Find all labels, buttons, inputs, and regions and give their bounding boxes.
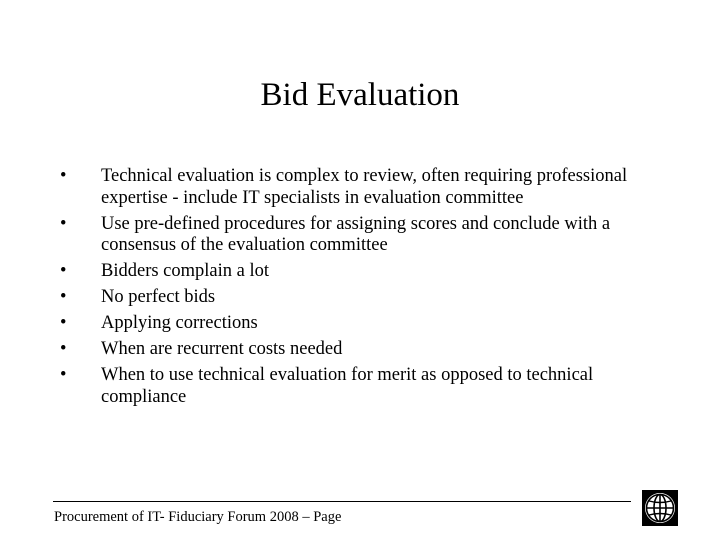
bullet-list xyxy=(56,166,666,413)
bullet-item xyxy=(56,287,666,309)
bullet-dot: • xyxy=(60,313,67,333)
footer-divider xyxy=(53,501,631,502)
bullet-dot: • xyxy=(60,365,67,385)
bullet-text: Use pre-defined procedures for assigning scores and conclude with a consensus of the evaluation committee xyxy=(101,213,611,255)
bullet-item xyxy=(56,339,666,361)
bullet-text: No perfect bids xyxy=(101,287,216,307)
bullet-item xyxy=(56,261,666,283)
bullet-item xyxy=(56,214,666,257)
bullet-dot: • xyxy=(60,287,67,307)
bullet-dot: • xyxy=(60,339,67,359)
slide-title: Bid Evaluation xyxy=(260,77,460,113)
bullet-text: Bidders complain a lot xyxy=(101,261,270,281)
bullet-dot: • xyxy=(60,213,67,234)
bullet-text: Technical evaluation is complex to review, often requiring professional expertise - include IT specialists in evaluation committee xyxy=(101,166,628,208)
bullet-dot: • xyxy=(60,166,67,186)
bullet-text: Applying corrections xyxy=(101,313,258,333)
bullet-item xyxy=(56,313,666,335)
footer-text: Procurement of IT- Fiduciary Forum 2008 – Page xyxy=(54,509,342,525)
bullet-text: When to use technical evaluation for merit as opposed to technical compliance xyxy=(101,365,594,407)
bullet-item xyxy=(56,166,666,209)
bullet-text: When are recurrent costs needed xyxy=(101,339,343,359)
bullet-item xyxy=(56,365,666,408)
bullet-dot: • xyxy=(60,261,67,281)
globe-logo-icon xyxy=(642,490,678,526)
